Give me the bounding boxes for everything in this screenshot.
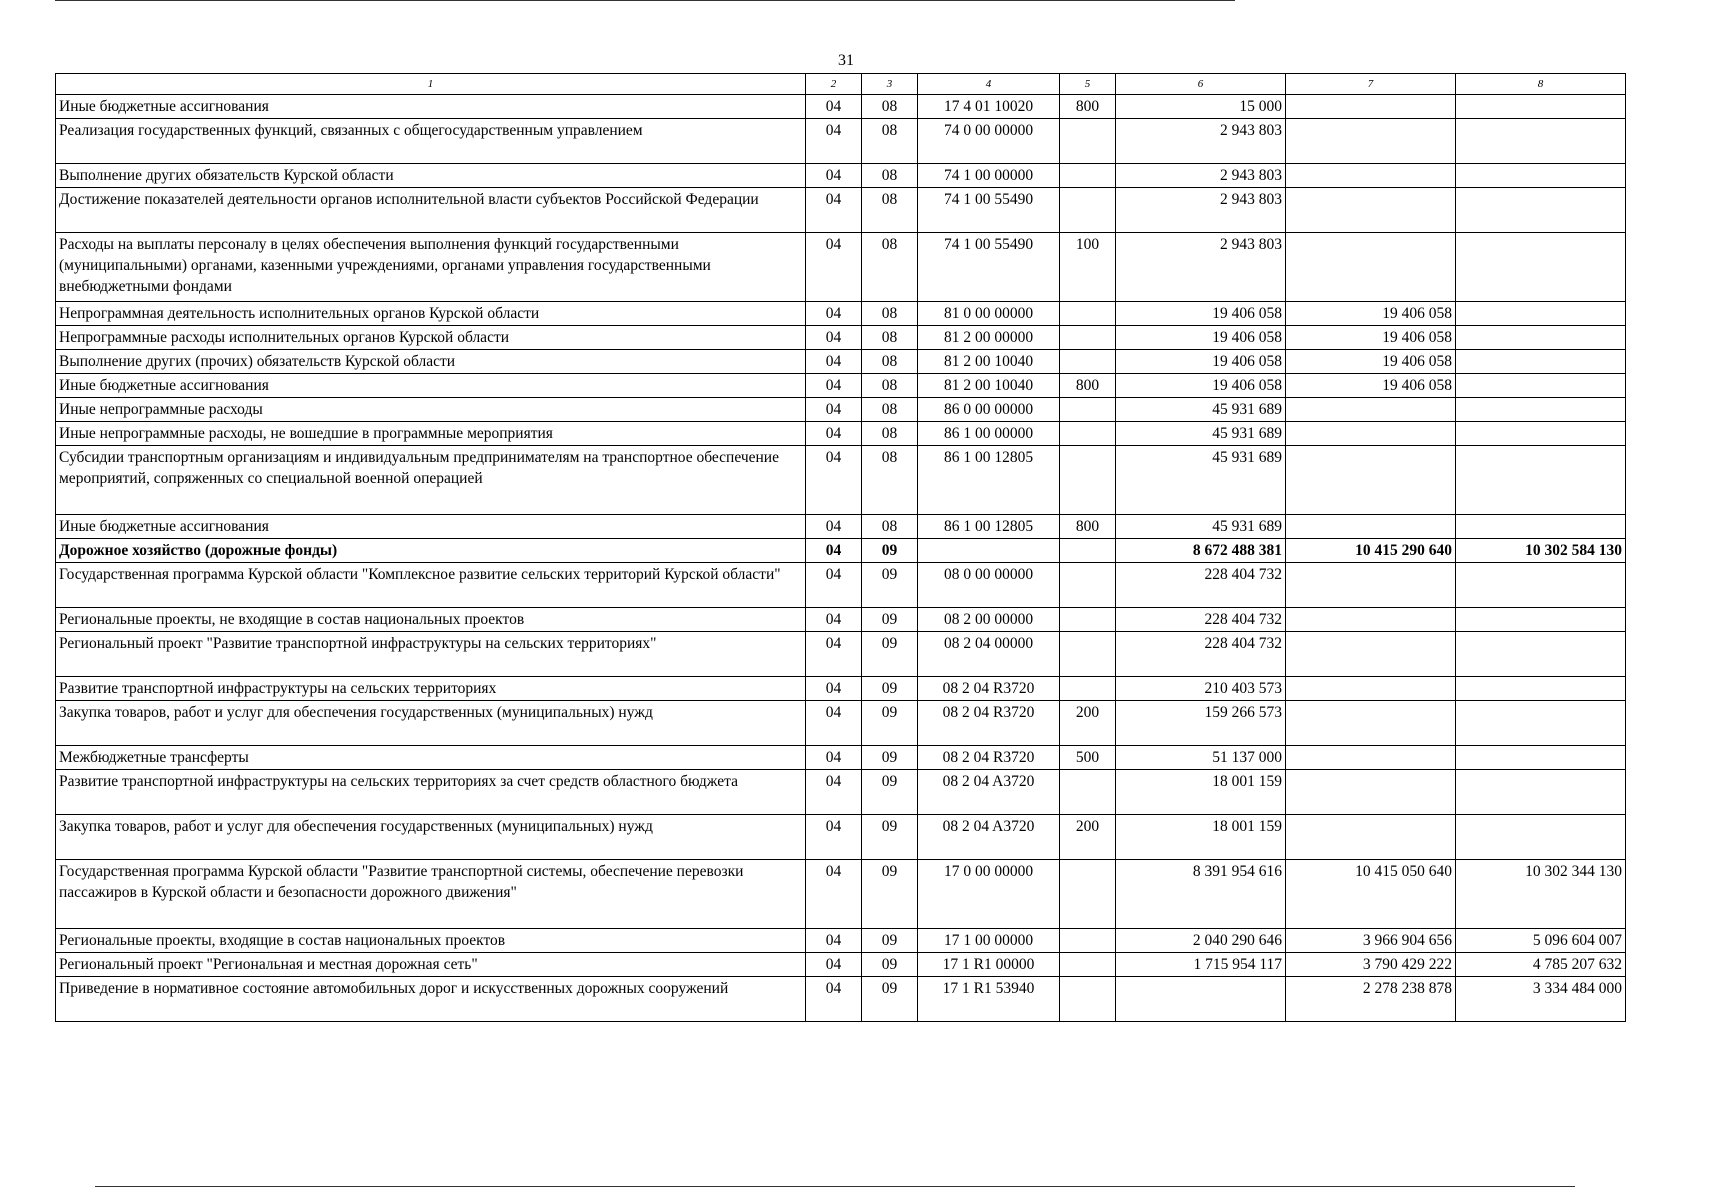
row-amount-col6-cell: 8 391 954 616: [1116, 860, 1286, 929]
header-col-5: 5: [1060, 74, 1116, 95]
row-target-article-cell: 08 2 04 A3720: [918, 815, 1060, 860]
table-body: [56, 95, 1626, 1022]
row-target-article-cell: 08 2 04 R3720: [918, 677, 1060, 701]
row-target-article-cell: [918, 539, 1060, 563]
row-subsection-cell: 09: [862, 746, 918, 770]
row-amount-col7-cell: 19 406 058: [1286, 350, 1456, 374]
table-row: [56, 446, 1626, 515]
row-expense-type-cell: [1060, 860, 1116, 929]
row-target-article-cell: 81 2 00 10040: [918, 374, 1060, 398]
header-col-8: 8: [1456, 74, 1626, 95]
table-row: [56, 977, 1626, 1022]
row-expense-type-cell: [1060, 398, 1116, 422]
row-subsection-cell: 08: [862, 326, 918, 350]
row-amount-col8-cell: [1456, 701, 1626, 746]
row-section-cell: 04: [806, 608, 862, 632]
row-amount-col7-cell: [1286, 164, 1456, 188]
row-name-cell: Региональный проект "Развитие транспортной инфраструктуры на сельских территориях": [56, 632, 806, 677]
row-name-cell: Государственная программа Курской области "Развитие транспортной системы, обеспечение перевозки пассажиров в Курской области и безопасности дорожного движения": [56, 860, 806, 929]
row-expense-type-cell: [1060, 677, 1116, 701]
row-amount-col7-cell: 3 790 429 222: [1286, 953, 1456, 977]
row-name-cell: Выполнение других обязательств Курской области: [56, 164, 806, 188]
row-amount-col8-cell: [1456, 746, 1626, 770]
row-section-cell: 04: [806, 632, 862, 677]
row-expense-type-cell: [1060, 188, 1116, 233]
row-amount-col6-cell: 51 137 000: [1116, 746, 1286, 770]
row-amount-col8-cell: [1456, 302, 1626, 326]
table-row: [56, 188, 1626, 233]
row-subsection-cell: 09: [862, 953, 918, 977]
row-expense-type-cell: [1060, 350, 1116, 374]
row-section-cell: 04: [806, 746, 862, 770]
row-subsection-cell: 09: [862, 770, 918, 815]
row-target-article-cell: 74 1 00 55490: [918, 188, 1060, 233]
row-amount-col6-cell: 19 406 058: [1116, 326, 1286, 350]
row-subsection-cell: 08: [862, 119, 918, 164]
row-name-cell: Приведение в нормативное состояние автомобильных дорог и искусственных дорожных сооружений: [56, 977, 806, 1022]
row-name-cell: Субсидии транспортным организациям и индивидуальным предпринимателям на транспортное обеспечение мероприятий, сопряженных со специальной военной операцией: [56, 446, 806, 515]
row-target-article-cell: 81 0 00 00000: [918, 302, 1060, 326]
row-target-article-cell: 74 0 00 00000: [918, 119, 1060, 164]
row-amount-col6-cell: 159 266 573: [1116, 701, 1286, 746]
row-target-article-cell: 81 2 00 00000: [918, 326, 1060, 350]
table-row: [56, 119, 1626, 164]
row-expense-type-cell: [1060, 977, 1116, 1022]
row-section-cell: 04: [806, 860, 862, 929]
row-amount-col6-cell: 19 406 058: [1116, 350, 1286, 374]
row-amount-col8-cell: 10 302 344 130: [1456, 860, 1626, 929]
row-amount-col8-cell: [1456, 350, 1626, 374]
row-subsection-cell: 09: [862, 929, 918, 953]
table-row: [56, 860, 1626, 929]
row-name-cell: Достижение показателей деятельности органов исполнительной власти субъектов Российской Федерации: [56, 188, 806, 233]
row-expense-type-cell: [1060, 119, 1116, 164]
table-row: [56, 164, 1626, 188]
row-expense-type-cell: [1060, 164, 1116, 188]
header-col-3: 3: [862, 74, 918, 95]
row-name-cell: Иные непрограммные расходы: [56, 398, 806, 422]
row-section-cell: 04: [806, 164, 862, 188]
row-amount-col8-cell: [1456, 422, 1626, 446]
table-row: [56, 746, 1626, 770]
row-expense-type-cell: [1060, 770, 1116, 815]
row-section-cell: 04: [806, 374, 862, 398]
row-subsection-cell: 08: [862, 398, 918, 422]
row-target-article-cell: 08 0 00 00000: [918, 563, 1060, 608]
row-amount-col8-cell: [1456, 632, 1626, 677]
row-subsection-cell: 08: [862, 302, 918, 326]
row-amount-col8-cell: [1456, 326, 1626, 350]
row-amount-col7-cell: [1286, 95, 1456, 119]
row-target-article-cell: 17 1 00 00000: [918, 929, 1060, 953]
header-col-7: 7: [1286, 74, 1456, 95]
row-name-cell: Закупка товаров, работ и услуг для обеспечения государственных (муниципальных) нужд: [56, 815, 806, 860]
row-section-cell: 04: [806, 977, 862, 1022]
row-amount-col8-cell: [1456, 233, 1626, 302]
row-subsection-cell: 09: [862, 977, 918, 1022]
row-amount-col6-cell: 2 040 290 646: [1116, 929, 1286, 953]
row-name-cell: Региональные проекты, входящие в состав национальных проектов: [56, 929, 806, 953]
row-expense-type-cell: 500: [1060, 746, 1116, 770]
row-section-cell: 04: [806, 350, 862, 374]
row-target-article-cell: 86 0 00 00000: [918, 398, 1060, 422]
row-name-cell: Развитие транспортной инфраструктуры на сельских территориях за счет средств областного бюджета: [56, 770, 806, 815]
row-section-cell: 04: [806, 677, 862, 701]
row-section-cell: 04: [806, 398, 862, 422]
row-subsection-cell: 09: [862, 608, 918, 632]
row-section-cell: 04: [806, 563, 862, 608]
row-amount-col6-cell: 8 672 488 381: [1116, 539, 1286, 563]
row-amount-col7-cell: [1286, 563, 1456, 608]
row-section-cell: 04: [806, 953, 862, 977]
row-amount-col8-cell: [1456, 677, 1626, 701]
row-expense-type-cell: [1060, 953, 1116, 977]
row-section-cell: 04: [806, 701, 862, 746]
row-amount-col7-cell: 10 415 050 640: [1286, 860, 1456, 929]
row-amount-col7-cell: [1286, 701, 1456, 746]
row-section-cell: 04: [806, 929, 862, 953]
table-row: [56, 515, 1626, 539]
row-expense-type-cell: [1060, 422, 1116, 446]
row-subsection-cell: 09: [862, 563, 918, 608]
row-amount-col7-cell: [1286, 119, 1456, 164]
row-name-cell: Реализация государственных функций, связанных с общегосударственным управлением: [56, 119, 806, 164]
row-expense-type-cell: 100: [1060, 233, 1116, 302]
table-row: [56, 929, 1626, 953]
table-row: [56, 563, 1626, 608]
row-amount-col6-cell: 2 943 803: [1116, 119, 1286, 164]
row-subsection-cell: 09: [862, 677, 918, 701]
row-section-cell: 04: [806, 770, 862, 815]
row-target-article-cell: 86 1 00 00000: [918, 422, 1060, 446]
row-amount-col7-cell: 19 406 058: [1286, 302, 1456, 326]
table-row: [56, 233, 1626, 302]
row-amount-col6-cell: 19 406 058: [1116, 374, 1286, 398]
row-amount-col7-cell: [1286, 515, 1456, 539]
row-target-article-cell: 86 1 00 12805: [918, 515, 1060, 539]
row-target-article-cell: 08 2 04 R3720: [918, 701, 1060, 746]
row-amount-col6-cell: 45 931 689: [1116, 446, 1286, 515]
row-name-cell: Региональный проект "Региональная и местная дорожная сеть": [56, 953, 806, 977]
row-section-cell: 04: [806, 95, 862, 119]
row-expense-type-cell: [1060, 446, 1116, 515]
budget-table: [55, 73, 1626, 1022]
row-amount-col7-cell: 3 966 904 656: [1286, 929, 1456, 953]
row-expense-type-cell: 200: [1060, 815, 1116, 860]
header-col-1: 1: [56, 74, 806, 95]
row-amount-col8-cell: [1456, 398, 1626, 422]
row-target-article-cell: 17 1 R1 00000: [918, 953, 1060, 977]
table-row: [56, 677, 1626, 701]
row-amount-col8-cell: [1456, 515, 1626, 539]
page-number: 31: [838, 52, 854, 69]
row-amount-col6-cell: 45 931 689: [1116, 515, 1286, 539]
table-row: [56, 350, 1626, 374]
row-amount-col7-cell: [1286, 632, 1456, 677]
row-name-cell: Региональные проекты, не входящие в состав национальных проектов: [56, 608, 806, 632]
row-amount-col7-cell: 10 415 290 640: [1286, 539, 1456, 563]
row-name-cell: Иные бюджетные ассигнования: [56, 515, 806, 539]
row-expense-type-cell: [1060, 302, 1116, 326]
row-amount-col7-cell: [1286, 608, 1456, 632]
row-amount-col6-cell: [1116, 977, 1286, 1022]
row-expense-type-cell: 800: [1060, 374, 1116, 398]
row-amount-col8-cell: [1456, 563, 1626, 608]
row-subsection-cell: 08: [862, 422, 918, 446]
row-amount-col6-cell: 18 001 159: [1116, 815, 1286, 860]
row-expense-type-cell: [1060, 539, 1116, 563]
row-subsection-cell: 08: [862, 164, 918, 188]
row-amount-col6-cell: 228 404 732: [1116, 608, 1286, 632]
row-subsection-cell: 09: [862, 815, 918, 860]
row-subsection-cell: 08: [862, 350, 918, 374]
row-section-cell: 04: [806, 446, 862, 515]
table-row: [56, 770, 1626, 815]
row-target-article-cell: 81 2 00 10040: [918, 350, 1060, 374]
row-section-cell: 04: [806, 515, 862, 539]
row-amount-col6-cell: 210 403 573: [1116, 677, 1286, 701]
table-row: [56, 95, 1626, 119]
row-amount-col6-cell: 2 943 803: [1116, 188, 1286, 233]
header-row: [56, 74, 1626, 95]
row-amount-col8-cell: 3 334 484 000: [1456, 977, 1626, 1022]
row-subsection-cell: 09: [862, 632, 918, 677]
row-name-cell: Непрограммные расходы исполнительных органов Курской области: [56, 326, 806, 350]
row-amount-col8-cell: [1456, 770, 1626, 815]
row-name-cell: Расходы на выплаты персоналу в целях обеспечения выполнения функций государственными (муниципальными) органами, казенными учреждениями, органами управления государственными внебюджетными фондами: [56, 233, 806, 302]
row-amount-col6-cell: 1 715 954 117: [1116, 953, 1286, 977]
table-row: [56, 632, 1626, 677]
row-amount-col7-cell: 19 406 058: [1286, 374, 1456, 398]
row-subsection-cell: 09: [862, 860, 918, 929]
table-row: [56, 302, 1626, 326]
row-target-article-cell: 17 1 R1 53940: [918, 977, 1060, 1022]
row-expense-type-cell: 800: [1060, 95, 1116, 119]
row-subsection-cell: 08: [862, 233, 918, 302]
row-amount-col6-cell: 18 001 159: [1116, 770, 1286, 815]
row-expense-type-cell: [1060, 608, 1116, 632]
row-amount-col7-cell: [1286, 422, 1456, 446]
row-expense-type-cell: 800: [1060, 515, 1116, 539]
scan-bottom-line: [95, 1186, 1575, 1187]
row-subsection-cell: 08: [862, 446, 918, 515]
row-name-cell: Иные непрограммные расходы, не вошедшие в программные мероприятия: [56, 422, 806, 446]
row-expense-type-cell: [1060, 326, 1116, 350]
row-name-cell: Выполнение других (прочих) обязательств Курской области: [56, 350, 806, 374]
row-amount-col8-cell: 10 302 584 130: [1456, 539, 1626, 563]
row-section-cell: 04: [806, 815, 862, 860]
table-row: [56, 398, 1626, 422]
row-amount-col6-cell: 2 943 803: [1116, 233, 1286, 302]
row-expense-type-cell: [1060, 632, 1116, 677]
row-amount-col7-cell: [1286, 188, 1456, 233]
row-section-cell: 04: [806, 302, 862, 326]
row-amount-col7-cell: [1286, 677, 1456, 701]
row-section-cell: 04: [806, 326, 862, 350]
row-amount-col8-cell: [1456, 164, 1626, 188]
row-section-cell: 04: [806, 188, 862, 233]
row-amount-col7-cell: 19 406 058: [1286, 326, 1456, 350]
row-amount-col7-cell: [1286, 446, 1456, 515]
row-subsection-cell: 08: [862, 188, 918, 233]
row-name-cell: Государственная программа Курской области "Комплексное развитие сельских территорий Курской области": [56, 563, 806, 608]
row-amount-col8-cell: 4 785 207 632: [1456, 953, 1626, 977]
row-subsection-cell: 08: [862, 515, 918, 539]
row-amount-col8-cell: [1456, 95, 1626, 119]
row-expense-type-cell: [1060, 563, 1116, 608]
row-amount-col8-cell: [1456, 188, 1626, 233]
row-amount-col7-cell: [1286, 233, 1456, 302]
row-amount-col6-cell: 228 404 732: [1116, 632, 1286, 677]
row-subsection-cell: 08: [862, 95, 918, 119]
row-amount-col8-cell: [1456, 119, 1626, 164]
row-name-cell: Иные бюджетные ассигнования: [56, 95, 806, 119]
row-amount-col7-cell: 2 278 238 878: [1286, 977, 1456, 1022]
row-amount-col8-cell: 5 096 604 007: [1456, 929, 1626, 953]
row-subsection-cell: 09: [862, 539, 918, 563]
row-section-cell: 04: [806, 539, 862, 563]
row-target-article-cell: 74 1 00 00000: [918, 164, 1060, 188]
table-row: [56, 422, 1626, 446]
row-target-article-cell: 08 2 00 00000: [918, 608, 1060, 632]
row-amount-col7-cell: [1286, 746, 1456, 770]
row-section-cell: 04: [806, 422, 862, 446]
row-target-article-cell: 74 1 00 55490: [918, 233, 1060, 302]
row-name-cell: Межбюджетные трансферты: [56, 746, 806, 770]
header-col-6: 6: [1116, 74, 1286, 95]
row-target-article-cell: 86 1 00 12805: [918, 446, 1060, 515]
row-name-cell: Развитие транспортной инфраструктуры на сельских территориях: [56, 677, 806, 701]
row-amount-col8-cell: [1456, 608, 1626, 632]
row-name-cell: Непрограммная деятельность исполнительных органов Курской области: [56, 302, 806, 326]
row-amount-col6-cell: 2 943 803: [1116, 164, 1286, 188]
row-expense-type-cell: 200: [1060, 701, 1116, 746]
row-target-article-cell: 17 0 00 00000: [918, 860, 1060, 929]
row-amount-col6-cell: 45 931 689: [1116, 422, 1286, 446]
header-col-2: 2: [806, 74, 862, 95]
row-amount-col8-cell: [1456, 446, 1626, 515]
table-row: [56, 815, 1626, 860]
table-row: [56, 539, 1626, 563]
row-amount-col7-cell: [1286, 398, 1456, 422]
scan-top-line: [55, 0, 1235, 1]
row-amount-col7-cell: [1286, 815, 1456, 860]
row-target-article-cell: 17 4 01 10020: [918, 95, 1060, 119]
header-col-4: 4: [918, 74, 1060, 95]
row-name-cell: Закупка товаров, работ и услуг для обеспечения государственных (муниципальных) нужд: [56, 701, 806, 746]
table-row: [56, 953, 1626, 977]
table-row: [56, 374, 1626, 398]
table-row: [56, 701, 1626, 746]
row-name-cell: Иные бюджетные ассигнования: [56, 374, 806, 398]
row-amount-col6-cell: 15 000: [1116, 95, 1286, 119]
row-target-article-cell: 08 2 04 A3720: [918, 770, 1060, 815]
row-expense-type-cell: [1060, 929, 1116, 953]
row-amount-col6-cell: 45 931 689: [1116, 398, 1286, 422]
row-target-article-cell: 08 2 04 00000: [918, 632, 1060, 677]
row-amount-col6-cell: 228 404 732: [1116, 563, 1286, 608]
row-amount-col8-cell: [1456, 374, 1626, 398]
table-row: [56, 608, 1626, 632]
row-amount-col8-cell: [1456, 815, 1626, 860]
row-section-cell: 04: [806, 119, 862, 164]
row-amount-col6-cell: 19 406 058: [1116, 302, 1286, 326]
row-section-cell: 04: [806, 233, 862, 302]
row-subsection-cell: 08: [862, 374, 918, 398]
row-amount-col7-cell: [1286, 770, 1456, 815]
row-subsection-cell: 09: [862, 701, 918, 746]
table-row: [56, 326, 1626, 350]
row-target-article-cell: 08 2 04 R3720: [918, 746, 1060, 770]
row-name-cell: Дорожное хозяйство (дорожные фонды): [56, 539, 806, 563]
